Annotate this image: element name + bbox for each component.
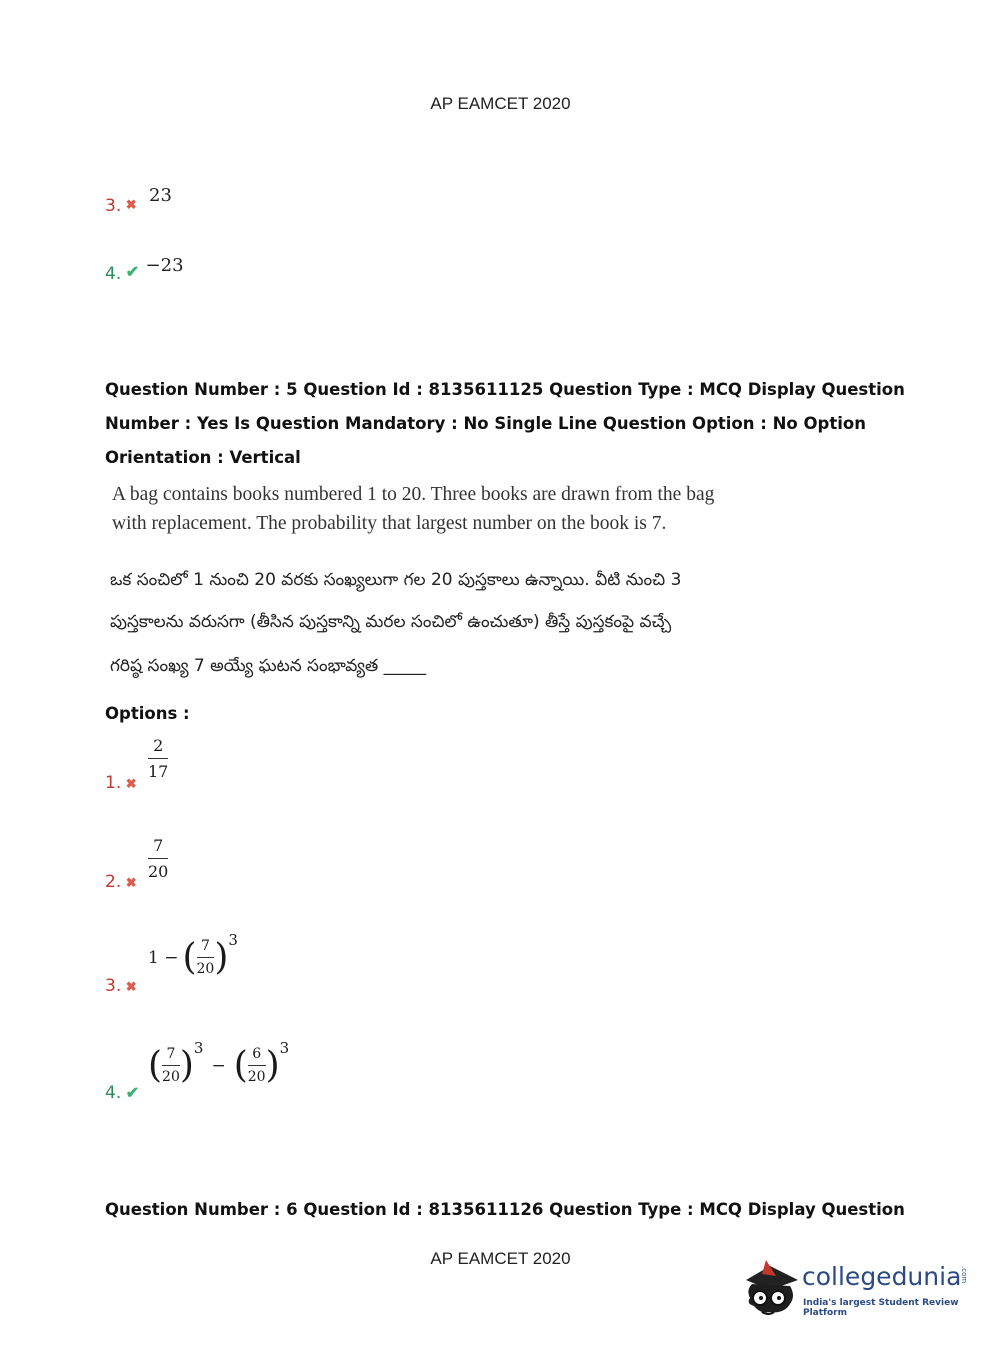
page-footer-title: AP EAMCET 2020 (430, 1249, 571, 1268)
denominator: 20 (247, 1069, 266, 1085)
question-text-telugu-line-1: ఒక సంచిలో 1 నుంచి 20 వరకు సంఖ్యలుగా గల 20 పుస్తకాలు ఉన్నాయి. వీటి నుంచి 3 (110, 570, 682, 590)
denominator: 20 (196, 961, 215, 977)
fraction-bar (162, 1065, 180, 1066)
fraction (197, 938, 215, 977)
fraction-bar (148, 758, 168, 759)
fraction-bar (197, 957, 215, 958)
denominator: 20 (148, 862, 169, 881)
option-number: 1. (105, 773, 122, 793)
cross-icon: ✖ (125, 875, 137, 890)
numerator: 2 (153, 736, 164, 755)
right-paren: ) (179, 1044, 194, 1086)
option-1-marker (105, 773, 137, 793)
exponent: 3 (228, 930, 238, 949)
page-header-title: AP EAMCET 2020 (430, 94, 571, 113)
check-icon: ✔ (125, 1085, 140, 1102)
denominator: 20 (162, 1069, 180, 1085)
question-meta-line-1: Question Number : 5 Question Id : 8135611125 Question Type : MCQ Display Question (105, 380, 905, 399)
lead-term: 1 − (148, 947, 179, 968)
prev-option-4 (105, 255, 184, 284)
options-label: Options : (105, 704, 190, 723)
right-paren: ) (214, 936, 229, 978)
question-meta-line-2: Number : Yes Is Question Mandatory : No Single Line Question Option : No Option (105, 414, 866, 433)
question-text-english: A bag contains books numbered 1 to 20. Three books are drawn from the bag with replacement. The probability that largest number on the book is 7. (112, 484, 715, 534)
question-text-telugu-line-3: గరిష్ఠ సంఖ్య 7 అయ్యే ఘటన సంభావ్యత _____ (110, 656, 427, 676)
option-2-marker (105, 872, 137, 892)
option-4-expression (148, 1038, 290, 1086)
option-3-marker (105, 976, 137, 996)
minus-sign: − (211, 1055, 226, 1076)
logo-wordmark: collegedunia (802, 1262, 962, 1291)
option-3-expression (148, 930, 238, 978)
check-icon: ✔ (125, 264, 140, 281)
fraction-2 (248, 1046, 266, 1085)
option-1-fraction (148, 736, 168, 781)
cross-icon: ✖ (125, 197, 137, 212)
question-6-meta-line: Question Number : 6 Question Id : 8135611126 Question Type : MCQ Display Question (105, 1200, 905, 1219)
right-paren: ) (265, 1044, 280, 1086)
question-text-telugu-line-2: పుస్తకాలను వరుసగా (తీసిన పుస్తకాన్ని మరల సంచిలో ఉంచుతూ) తీస్తే పుస్తకంపై వచ్చే (110, 612, 672, 632)
left-paren: ( (148, 1044, 163, 1086)
numerator: 6 (252, 1046, 262, 1062)
fraction-bar (148, 858, 168, 859)
question-meta-line-3: Orientation : Vertical (105, 448, 301, 467)
prev-option-3 (105, 185, 172, 216)
option-number: 2. (105, 872, 122, 892)
collegedunia-logo (740, 1250, 980, 1320)
left-paren: ( (182, 936, 197, 978)
option-value: 23 (149, 185, 172, 206)
fraction-bar (248, 1065, 266, 1066)
exponent-1: 3 (193, 1038, 204, 1057)
option-number: 3. (105, 976, 122, 996)
option-number: 3. (105, 196, 122, 216)
mascot-icon (740, 1250, 802, 1318)
numerator: 7 (153, 836, 164, 855)
logo-suffix: .com (960, 1266, 968, 1284)
left-paren: ( (233, 1044, 248, 1086)
option-number: 4. (105, 264, 122, 284)
exponent-2: 3 (279, 1038, 290, 1057)
cross-icon: ✖ (125, 979, 137, 994)
fraction-1 (162, 1046, 180, 1085)
numerator: 7 (200, 938, 210, 954)
option-4-marker (105, 1083, 139, 1103)
denominator: 17 (148, 762, 169, 781)
option-2-fraction (148, 836, 168, 881)
logo-tagline: India's largest Student Review Platform (803, 1298, 959, 1318)
option-value: −23 (145, 255, 184, 276)
option-number: 4. (105, 1083, 122, 1103)
numerator: 7 (166, 1046, 176, 1062)
cross-icon: ✖ (125, 776, 137, 791)
